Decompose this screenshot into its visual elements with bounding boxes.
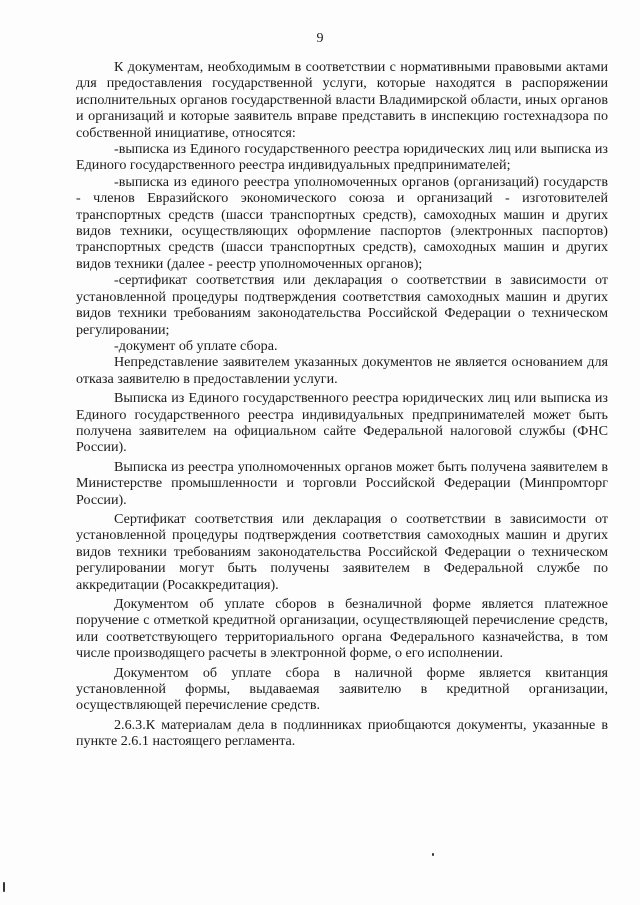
scan-speck: [3, 882, 5, 892]
paragraph-intro: К документам, необходимым в соответствии с нормативными правовыми актами для предоставления государственной услуги, которые находятся в распоряжении исполнительных органов государственной власти Владимирской области, иных органов и организаций и которые заявитель вправе представить в инспекцию гостехнадзора по собственной инициативе, относятся:: [76, 59, 608, 141]
paragraph-non-submission: Непредставление заявителем указанных документов не является основанием для отказа заявителю в предоставлении услуги.: [76, 354, 608, 387]
paragraph-egrul-source: Выписка из Единого государственного реестра юридических лиц или выписка из Единого государственного реестра индивидуальных предпринимателей может быть получена заявителем на официальном сайте Федеральной налоговой службы (ФНС России).: [76, 390, 608, 456]
paragraph-list-item-registry: -выписка из единого реестра уполномоченных органов (организаций) государств - членов Евразийского экономического союза и организаций - изготовителей транспортных средств (шасси транспортных средств), самоходных машин и других видов техники, осуществляющих оформление паспортов (электронных паспортов) транспортных средств (шасси транспортных средств), самоходных машин и других видов техники (далее - реестр уполномоченных органов);: [76, 173, 608, 272]
scan-speck: [432, 853, 434, 856]
paragraph-list-item-egrul: -выписка из Единого государственного реестра юридических лиц или выписка из Единого государственного реестра индивидуальных предпринимателей;: [76, 141, 608, 174]
paragraph-list-item-fee: -документ об уплате сбора.: [114, 337, 278, 354]
document-body: [76, 59, 608, 750]
paragraph-cashless-payment: Документом об уплате сборов в безналичной форме является платежное поручение с отметкой кредитной организации, осуществляющей перечисление средств, или соответствующего территориального органа Федерального казначейства, в том числе производящего расчеты в электронной форме, о его исполнении.: [76, 596, 608, 662]
paragraph-list-item-certificate: -сертификат соответствия или декларация о соответствии в зависимости от установленной процедуры подтверждения соответствия самоходных машин и других видов техники требованиям законодательства Российской Федерации о техническом регулировании;: [76, 272, 608, 338]
page-number: 9: [316, 31, 324, 46]
paragraph-cash-payment: Документом об уплате сбора в наличной форме является квитанция установленной формы, выдаваемая заявителю в кредитной организации, осуществляющей перечисление средств.: [76, 664, 608, 714]
paragraph-2-6-3: 2.6.3.К материалам дела в подлинниках приобщаются документы, указанные в пункте 2.6.1 настоящего регламента.: [76, 716, 608, 750]
paragraph-certificate-source: Сертификат соответствия или декларация о соответствии в зависимости от установленной процедуры подтверждения соответствия самоходных машин и других видов техники требованиям законодательства Российской Федерации о техническом регулировании могут быть получены заявителем в Федеральной службе по аккредитации (Росаккредитация).: [76, 510, 608, 593]
paragraph-registry-source: Выписка из реестра уполномоченных органов может быть получена заявителем в Министерстве промышленности и торговли Российской Федерации (Минпромторг России).: [76, 458, 608, 508]
